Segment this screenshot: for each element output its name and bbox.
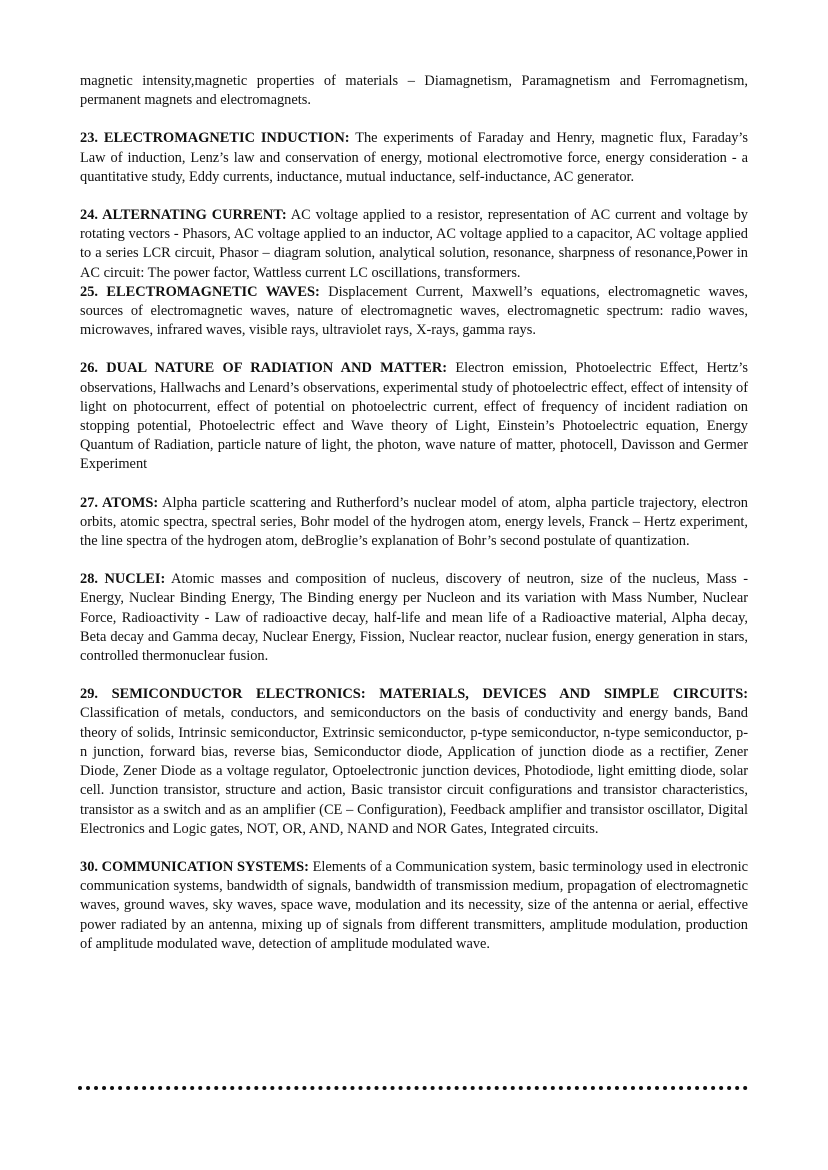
section-body: Classification of metals, conductors, and semiconductors on the basis of conductivity and energy bands, Band theory of solids, Intrinsic semiconductor, Extrinsic semiconductor, p-type semiconductor, n-type semiconductor, p-n junction, forward bias, reverse bias, Semiconductor diode, Application of junction diode as a rectifier, Zener Diode, Zener Diode as a voltage regulator, Optoelectronic junction devices, Photodiode, light emitting diode, solar cell. Junction transistor, structure and action, Basic transistor circuit configurations and transistor characteristics, transistor as a switch and as an amplifier (CE – Configuration), Feedback amplifier and transistor oscillator, Digital Electronics and Logic gates, NOT, OR, AND, NAND and NOR Gates, Integrated circuits.	[80, 705, 748, 837]
section-magnetism-continuation	[80, 72, 748, 110]
section-heading: 30. COMMUNICATION SYSTEMS:	[80, 858, 309, 875]
section-25-electromagnetic-waves	[80, 283, 748, 341]
section-28-nuclei	[80, 570, 748, 666]
section-23-electromagnetic-induction	[80, 129, 748, 187]
section-heading: 24. ALTERNATING CURRENT:	[80, 207, 287, 224]
section-body: Displacement Current, Maxwell’s equations, electromagnetic waves, sources of electromagnetic waves, nature of electromagnetic waves, electromagnetic spectrum: radio waves, microwaves, infrared waves, visible rays, ultraviolet rays, X-rays, gamma rays.	[80, 283, 748, 339]
dotted-divider	[78, 1086, 748, 1090]
section-body: Alpha particle scattering and Rutherford’s nuclear model of atom, alpha particle trajectory, electron orbits, atomic spectra, spectral series, Bohr model of the hydrogen atom, energy levels, Franck – Hertz experiment, the line spectra of the hydrogen atom, deBroglie’s explanation of Bohr’s second postulate of quantization.	[80, 494, 749, 550]
section-heading: 28. NUCLEI:	[80, 571, 166, 588]
section-body: Atomic masses and composition of nucleus, discovery of neutron, size of the nucleus, Mass - Energy, Nuclear Binding Energy, The Binding energy per Nucleon and its variation with Mass Number, Nuclear Force, Radioactivity - Law of radioactive decay, half-life and mean life of a Radioactive material, Alpha decay, Beta decay and Gamma decay, Nuclear Energy, Fission, Nuclear reactor, nuclear fusion, energy generation in stars, controlled thermonuclear fusion.	[80, 571, 748, 665]
section-body: magnetic intensity,magnetic properties of materials – Diamagnetism, Paramagnetism and Ferromagnetism, permanent magnets and electromagnets.	[80, 73, 748, 109]
section-body: AC voltage applied to a resistor, representation of AC current and voltage by rotating vectors - Phasors, AC voltage applied to an inductor, AC voltage applied to a capacitor, AC voltage applied to a series LCR circuit, Phasor – diagram solution, analytical solution, resonance, sharpness of resonance,Power in AC circuit: The power factor, Wattless current LC oscillations, transformers.	[80, 207, 749, 281]
syllabus-page	[80, 72, 748, 954]
section-29-semiconductor-electronics	[80, 685, 748, 839]
section-heading: 23. ELECTROMAGNETIC INDUCTION:	[80, 130, 350, 147]
section-27-atoms	[80, 494, 748, 552]
section-heading: 27. ATOMS:	[80, 494, 159, 511]
section-heading: 25. ELECTROMAGNETIC WAVES:	[80, 283, 320, 300]
section-heading: 26. DUAL NATURE OF RADIATION AND MATTER:	[80, 360, 448, 377]
section-body: Electron emission, Photoelectric Effect, Hertz’s observations, Hallwachs and Lenard’s observations, experimental study of photoelectric effect, effect of intensity of light on photocurrent, effect of potential on photoelectric current, effect of frequency of incident radiation on stopping potential, Photoelectric effect and Wave theory of Light, Einstein’s Photoelectric equation, Energy Quantum of Radiation, particle nature of light, the photon, wave nature of matter, photocell, Davisson and Germer Experiment	[80, 360, 748, 473]
section-body: Elements of a Communication system, basic terminology used in electronic communication systems, bandwidth of signals, bandwidth of transmission medium, propagation of electromagnetic waves, ground waves, sky waves, space wave, modulation and its necessity, size of the antenna or aerial, effective power radiated by an antenna, mixing up of signals from different transmitters, amplitude modulation, production of amplitude modulated wave, detection of amplitude modulated wave.	[80, 858, 749, 952]
section-26-dual-nature	[80, 359, 748, 474]
section-24-alternating-current	[80, 206, 748, 283]
section-body: The experiments of Faraday and Henry, magnetic flux, Faraday’s Law of induction, Lenz’s law and conservation of energy, motional electromotive force, energy consideration - a quantitative study, Eddy currents, inductance, mutual inductance, self-inductance, AC generator.	[80, 130, 748, 185]
section-30-communication-systems	[80, 858, 748, 954]
section-heading: 29. SEMICONDUCTOR ELECTRONICS: MATERIALS, DEVICES AND SIMPLE CIRCUITS:	[80, 686, 748, 703]
